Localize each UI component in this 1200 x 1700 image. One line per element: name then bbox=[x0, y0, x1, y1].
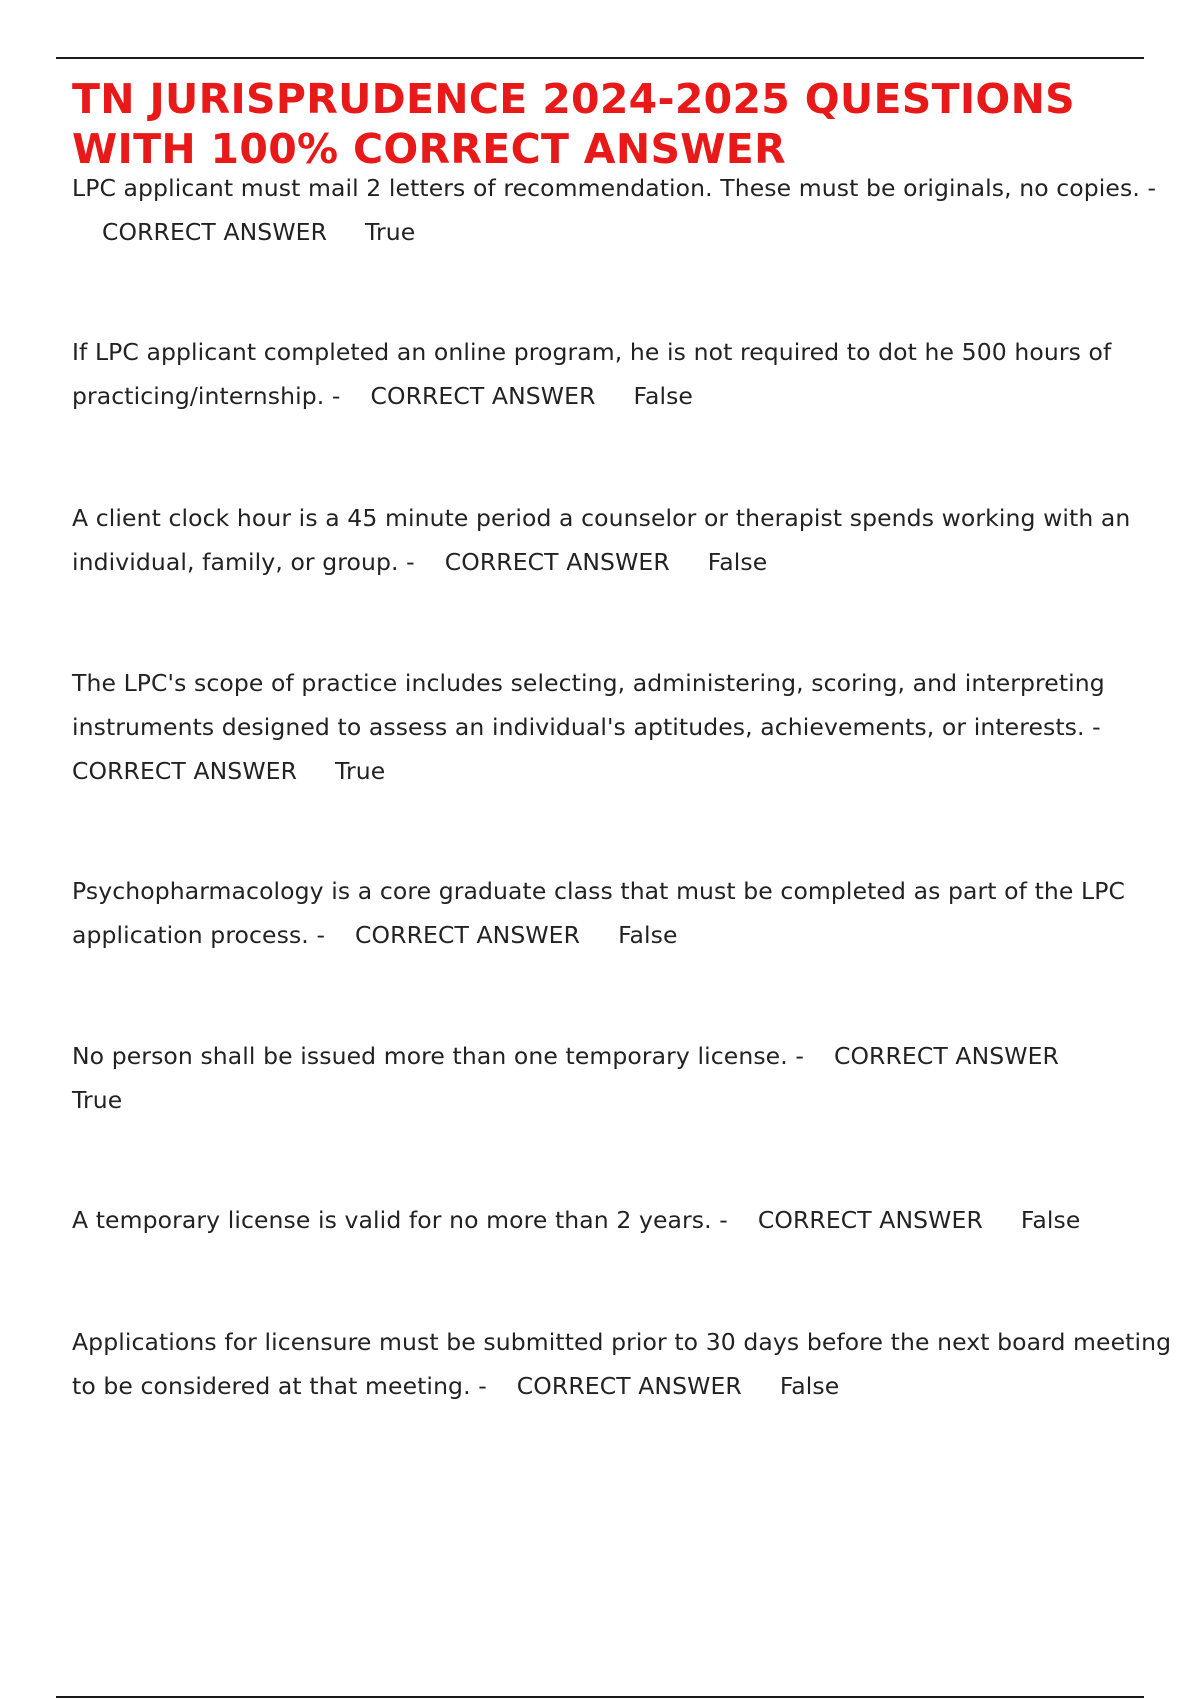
question-text: If LPC applicant completed an online program, he is not required to dot he 500 hours of practicing/internship. - bbox=[72, 338, 1112, 410]
document-title bbox=[72, 74, 1152, 174]
correct-answer-label: CORRECT ANSWER bbox=[102, 218, 328, 246]
answer-value: False bbox=[779, 1372, 840, 1400]
answer-value: True bbox=[335, 757, 386, 785]
question-item bbox=[72, 1034, 1172, 1122]
question-text: The LPC's scope of practice includes selecting, administering, scoring, and interpreting instruments designed to assess an individual's aptitudes, achievements, or interests. - bbox=[72, 669, 1105, 741]
correct-answer-label: CORRECT ANSWER bbox=[757, 1206, 983, 1234]
answer-value: True bbox=[72, 1086, 123, 1114]
correct-answer-label: CORRECT ANSWER bbox=[370, 382, 596, 410]
title-line-2: WITH 100% CORRECT ANSWER bbox=[72, 125, 786, 173]
question-text: Psychopharmacology is a core graduate class that must be completed as part of the LPC application process. - bbox=[72, 877, 1125, 949]
question-item bbox=[72, 661, 1172, 793]
question-item bbox=[72, 869, 1172, 957]
question-item bbox=[72, 330, 1172, 418]
correct-answer-label: CORRECT ANSWER bbox=[833, 1042, 1059, 1070]
question-text: A temporary license is valid for no more than 2 years. - bbox=[72, 1206, 728, 1234]
answer-value: False bbox=[618, 921, 678, 949]
top-rule bbox=[56, 57, 1144, 59]
question-text: LPC applicant must mail 2 letters of recommendation. These must be originals, no copies. - bbox=[72, 174, 1157, 202]
correct-answer-label: CORRECT ANSWER bbox=[444, 548, 670, 576]
answer-value: True bbox=[365, 218, 416, 246]
question-item bbox=[72, 1320, 1172, 1408]
question-item bbox=[72, 1198, 1172, 1242]
question-text: A client clock hour is a 45 minute period a counselor or therapist spends working with an individual, family, or group. - bbox=[72, 504, 1131, 576]
title-line-1: TN JURISPRUDENCE 2024-2025 QUESTIONS bbox=[72, 75, 1076, 123]
question-text: No person shall be issued more than one temporary license. - bbox=[72, 1042, 804, 1070]
correct-answer-label: CORRECT ANSWER bbox=[355, 921, 581, 949]
correct-answer-label: CORRECT ANSWER bbox=[516, 1372, 742, 1400]
answer-value: False bbox=[633, 382, 693, 410]
answer-value: False bbox=[707, 548, 768, 576]
question-text: Applications for licensure must be submitted prior to 30 days before the next board meeting to be considered at that meeting. - bbox=[72, 1328, 1172, 1400]
question-item bbox=[72, 496, 1172, 584]
question-item bbox=[72, 166, 1172, 254]
bottom-rule bbox=[56, 1696, 1144, 1698]
answer-value: False bbox=[1020, 1206, 1081, 1234]
correct-answer-label: CORRECT ANSWER True bbox=[72, 757, 386, 785]
